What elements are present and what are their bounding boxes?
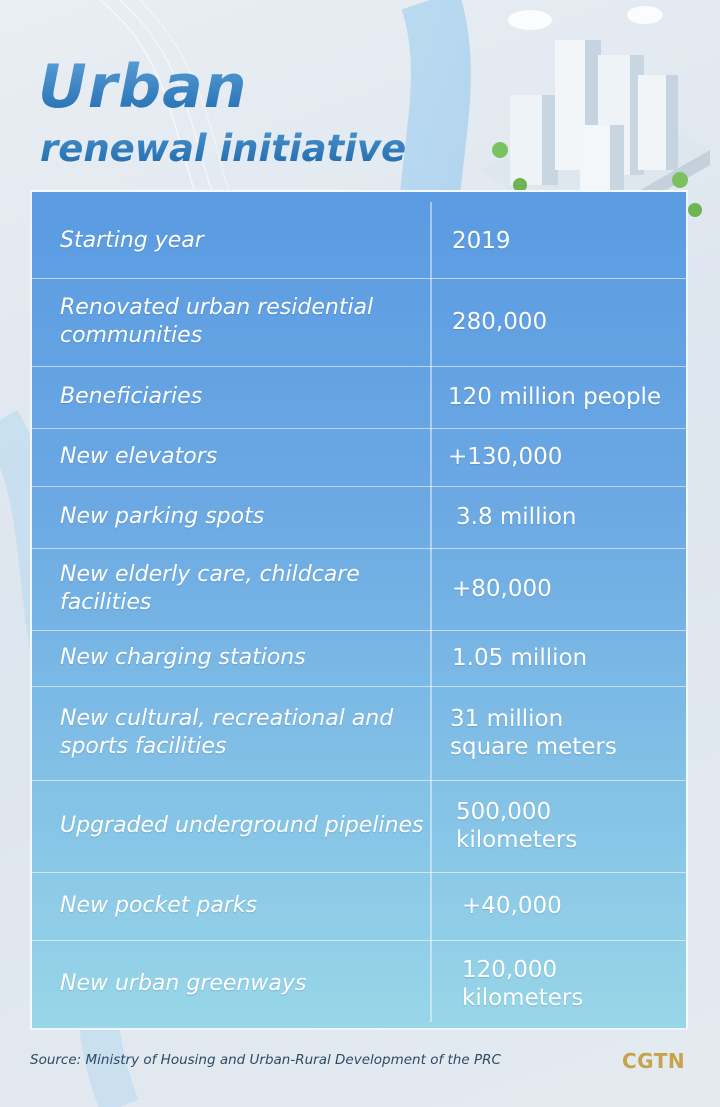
row-label: New parking spots: [60, 504, 265, 529]
row-label: Starting year: [60, 228, 204, 253]
row-label: Upgraded underground pipelines: [60, 813, 424, 838]
source-note: Source: Ministry of Housing and Urban-Rural Development of the PRC: [30, 1052, 501, 1068]
table-row: [32, 686, 686, 781]
row-value: +80,000: [452, 576, 552, 602]
row-value: 120 million people: [448, 384, 662, 410]
row-value: 31 million square meters: [450, 706, 617, 760]
row-label: New elderly care, childcare facilities: [60, 562, 360, 615]
table-row: [32, 548, 686, 631]
row-label: Beneficiaries: [60, 384, 203, 409]
row-label: New pocket parks: [60, 893, 258, 918]
row-label: New cultural, recreational and sports facilities: [60, 706, 394, 759]
row-label: Renovated urban residential communities: [60, 295, 374, 348]
page-title: Urban: [38, 52, 248, 122]
table-row: [32, 940, 686, 1028]
row-value: +40,000: [462, 893, 562, 919]
page-subtitle: renewal initiative: [40, 127, 407, 170]
table-row: [32, 872, 686, 941]
cgtn-logo: CGTN: [622, 1049, 686, 1073]
row-label: New charging stations: [60, 645, 306, 670]
row-value: 280,000: [452, 309, 548, 335]
row-value: 120,000 kilometers: [462, 957, 584, 1011]
table-row: [32, 486, 686, 549]
data-table: [30, 190, 688, 1030]
table-row: [32, 204, 686, 279]
row-value: 2019: [452, 228, 511, 254]
row-value: +130,000: [448, 444, 563, 470]
row-value: 1.05 million: [452, 645, 588, 671]
row-value: 3.8 million: [456, 504, 577, 530]
table-row: [32, 630, 686, 687]
row-label: New elevators: [60, 444, 218, 469]
table-row: [32, 278, 686, 367]
row-value: 500,000 kilometers: [456, 799, 578, 853]
row-label: New urban greenways: [60, 971, 307, 996]
table-row: [32, 780, 686, 873]
table-row: [32, 428, 686, 487]
table-row: [32, 366, 686, 429]
